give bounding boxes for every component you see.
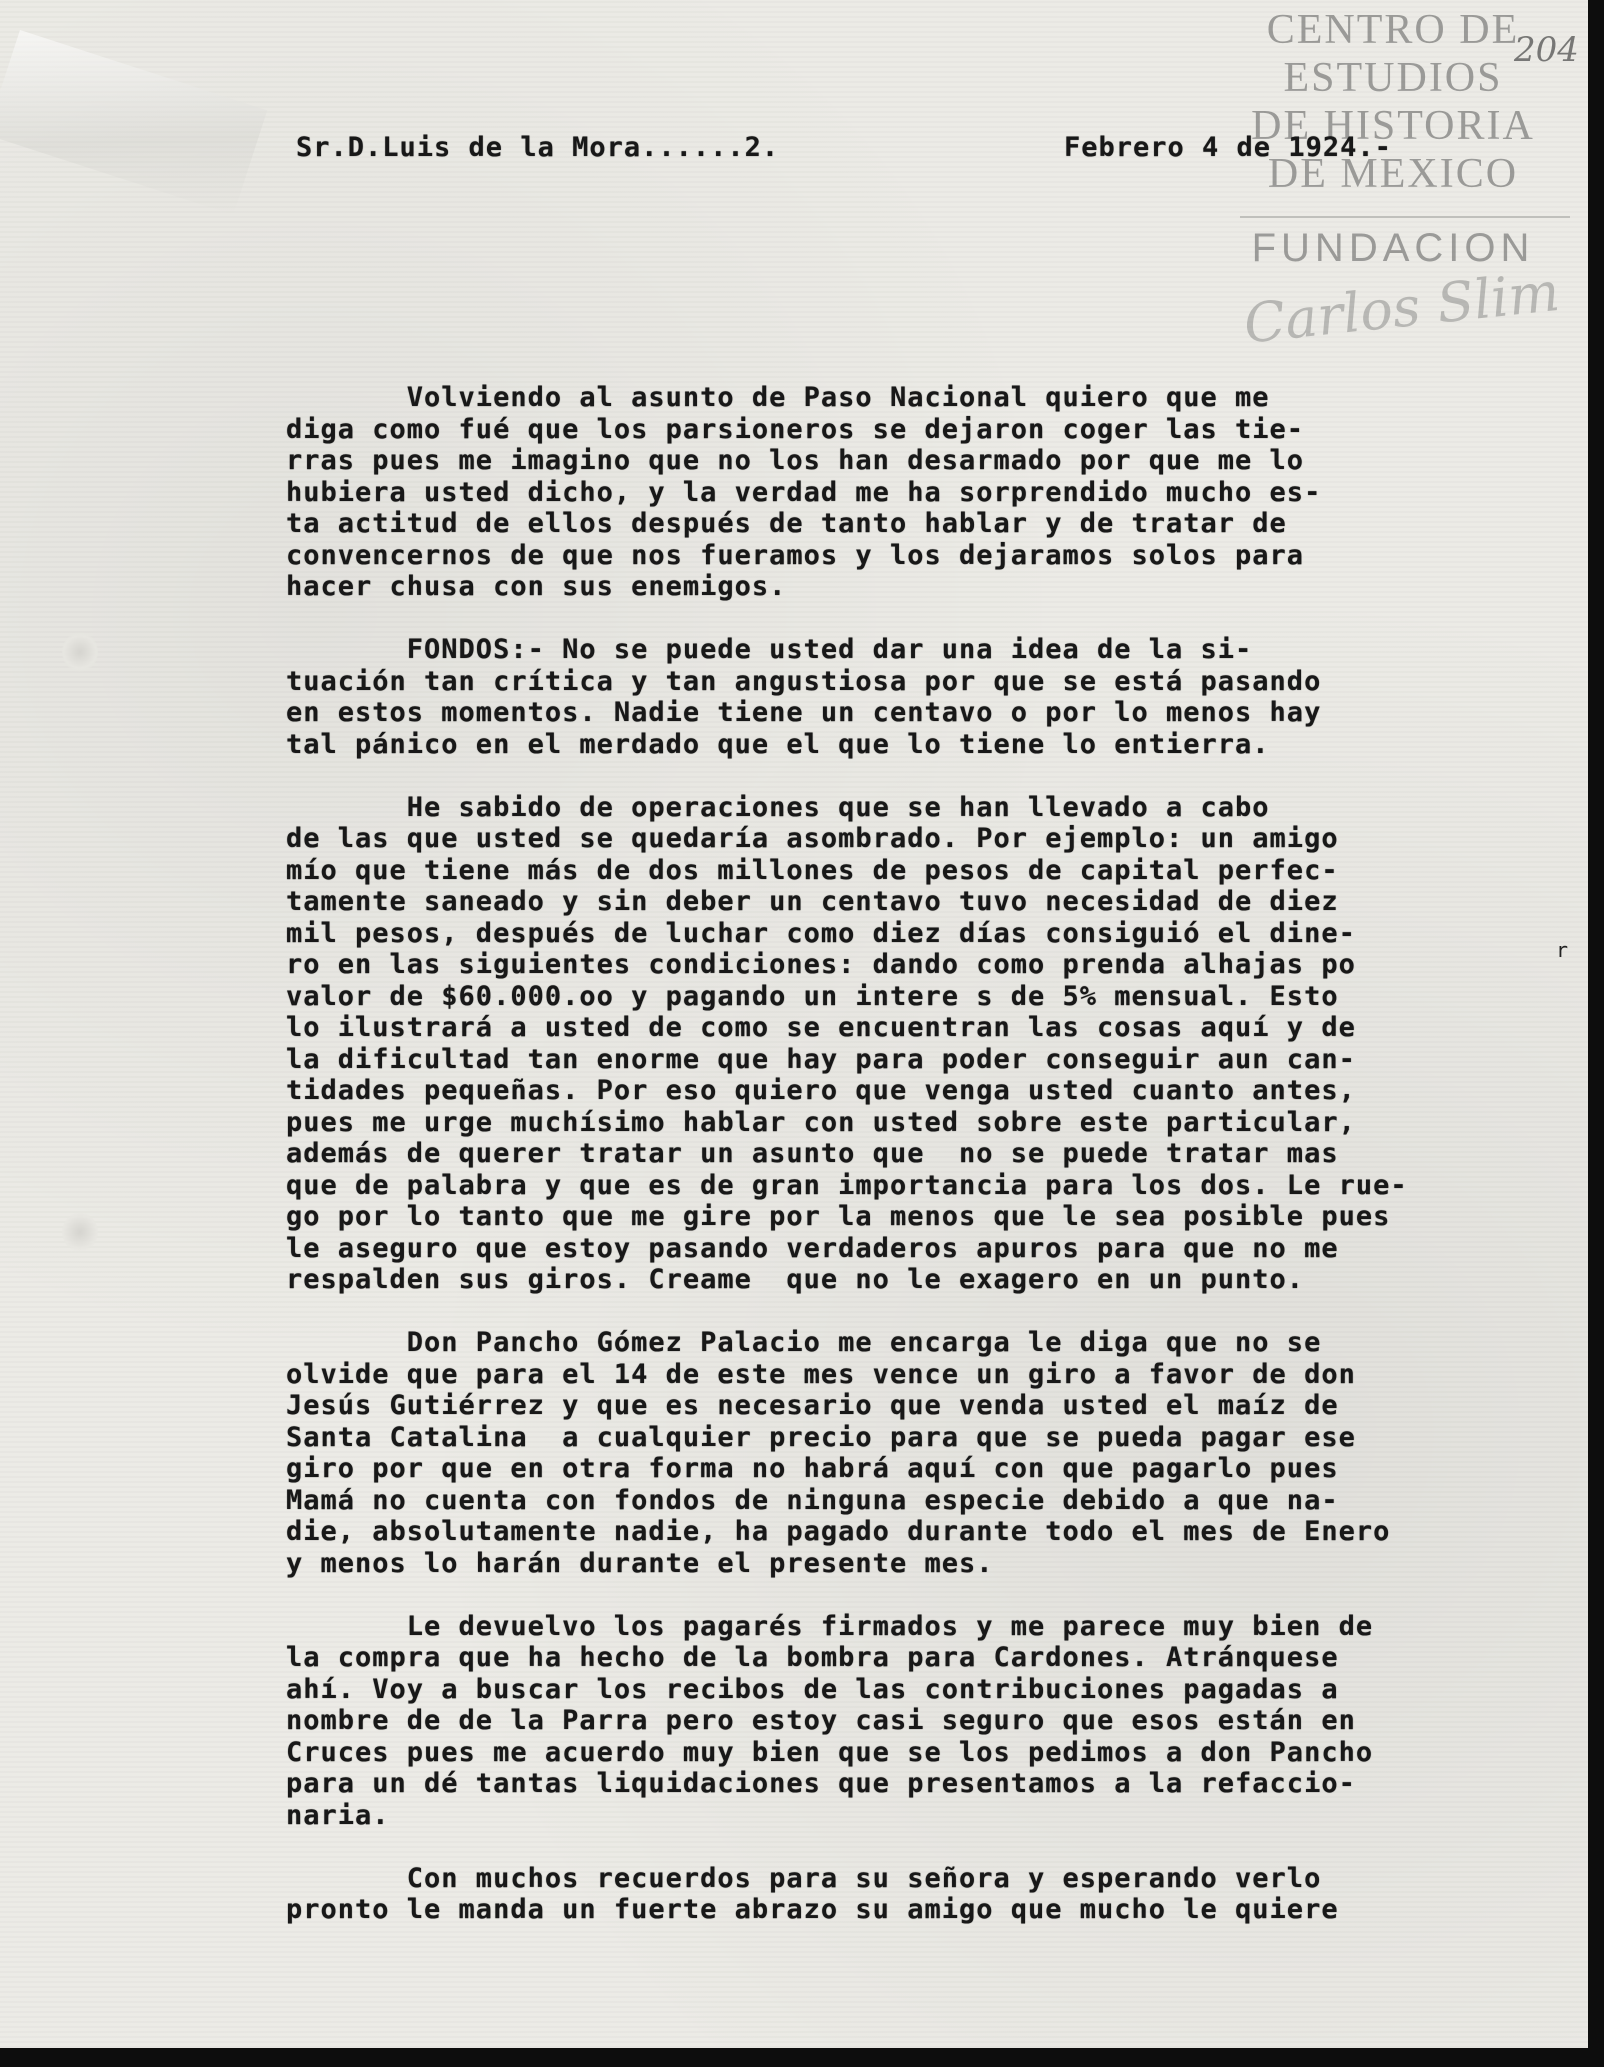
letter-line: die, absolutamente nadie, ha pagado durante todo el mes de Enero bbox=[286, 1516, 1391, 1547]
folded-corner bbox=[0, 30, 267, 215]
letter-line: la dificultad tan enorme que hay para poder conseguir aun can- bbox=[286, 1043, 1356, 1075]
letter-line: de las que usted se quedaría asombrado. Por ejemplo: un amigo bbox=[286, 823, 1339, 854]
stamp-line-2: ESTUDIOS bbox=[1283, 55, 1503, 101]
letter-line: pronto le manda un fuerte abrazo su amigo que mucho le quiere bbox=[286, 1894, 1339, 1925]
letter-line: le aseguro que estoy pasando verdaderos apuros para que no me bbox=[286, 1232, 1339, 1264]
scan-edge-bottom bbox=[0, 2048, 1604, 2067]
margin-mark: r bbox=[1556, 938, 1569, 962]
letter-line bbox=[286, 1831, 1408, 1863]
punch-hole-lower bbox=[62, 1212, 98, 1252]
letter-line: hacer chusa con sus enemigos. bbox=[286, 571, 787, 602]
letter-line: mil pesos, después de luchar como diez días consiguió el dine- bbox=[286, 917, 1356, 949]
letter-line bbox=[286, 603, 1408, 635]
letter-line: ahí. Voy a buscar los recibos de las contribuciones pagadas a bbox=[286, 1673, 1339, 1705]
stamp-foundation: FUNDACION bbox=[1240, 216, 1570, 272]
letter-line: olvide que para el 14 de este mes vence un giro a favor de don bbox=[286, 1358, 1356, 1390]
recipient-line: Sr.D.Luis de la Mora......2. bbox=[296, 132, 780, 163]
letter-line: respalden sus giros. Creame que no le exagero en un punto. bbox=[286, 1264, 1305, 1295]
letter-line: giro por que en otra forma no habrá aquí con que pagarlo pues bbox=[286, 1453, 1339, 1484]
letter-line: FONDOS:- No se puede usted dar una idea de la si- bbox=[286, 634, 1253, 665]
letter-line: tuación tan crítica y tan angustiosa por que se está pasando bbox=[286, 665, 1322, 697]
letter-line: pues me urge muchísimo hablar con usted sobre este particular, bbox=[286, 1106, 1356, 1138]
letter-line: valor de $60.000.oo y pagando un intere s de 5% mensual. Esto bbox=[286, 980, 1339, 1012]
stamp-line-3: DE HISTORIA bbox=[1251, 103, 1535, 149]
letter-line: go por lo tanto que me gire por la menos que le sea posible pues bbox=[286, 1201, 1391, 1232]
letter-line bbox=[286, 760, 1408, 792]
letter-line: que de palabra y que es de gran importancia para los dos. Le rue- bbox=[286, 1169, 1408, 1201]
letter-line: Volviendo al asunto de Paso Nacional quiero que me bbox=[286, 382, 1270, 413]
letter-line: Con muchos recuerdos para su señora y esperando verlo bbox=[286, 1862, 1322, 1894]
letter-line bbox=[286, 1579, 1408, 1611]
letter-line: rras pues me imagino que no los han desarmado por que me lo bbox=[286, 445, 1305, 476]
letter-line: hubiera usted dicho, y la verdad me ha sorprendido mucho es- bbox=[286, 476, 1322, 508]
letter-line: Le devuelvo los pagarés firmados y me parece muy bien de bbox=[286, 1610, 1374, 1642]
letter-body bbox=[286, 382, 1408, 1926]
letter-line bbox=[286, 1296, 1408, 1328]
letter-line: He sabido de operaciones que se han llevado a cabo bbox=[286, 791, 1270, 823]
letter-line: ta actitud de ellos después de tanto hablar y de tratar de bbox=[286, 508, 1287, 539]
stamp-line-4: DE MEXICO bbox=[1267, 151, 1519, 197]
letter-line: Jesús Gutiérrez y que es necesario que venda usted el maíz de bbox=[286, 1390, 1339, 1421]
letter-line: Don Pancho Gómez Palacio me encarga le diga que no se bbox=[286, 1327, 1322, 1358]
letter-line: mío que tiene más de dos millones de pesos de capital perfec- bbox=[286, 854, 1339, 886]
scan-edge-right bbox=[1588, 0, 1604, 2067]
letter-line: lo ilustrará a usted de como se encuentran las cosas aquí y de bbox=[286, 1012, 1356, 1043]
letter-line: tamente saneado y sin deber un centavo tuvo necesidad de diez bbox=[286, 886, 1339, 917]
letter-line: ro en las siguientes condiciones: dando como prenda alhajas po bbox=[286, 949, 1356, 980]
letter-line: Santa Catalina a cualquier precio para que se pueda pagar ese bbox=[286, 1421, 1356, 1453]
letter-line: Cruces pues me acuerdo muy bien que se los pedimos a don Pancho bbox=[286, 1736, 1374, 1768]
letter-line: la compra que ha hecho de la bombra para Cardones. Atránquese bbox=[286, 1642, 1339, 1673]
letter-line: nombre de de la Parra pero estoy casi seguro que esos están en bbox=[286, 1705, 1356, 1736]
letter-line: en estos momentos. Nadie tiene un centavo o por lo menos hay bbox=[286, 697, 1322, 728]
date-line: Febrero 4 de 1924.- bbox=[1064, 132, 1392, 163]
letter-line: convencernos de que nos fueramos y los dejaramos solos para bbox=[286, 539, 1305, 571]
punch-hole-upper bbox=[62, 632, 98, 672]
stamp-signature: Carlos Slim bbox=[1240, 259, 1563, 356]
stamp-line-1: CENTRO DE bbox=[1266, 7, 1520, 53]
letter-line: y menos lo harán durante el presente mes. bbox=[286, 1547, 994, 1579]
letter-line: tidades pequeñas. Por eso quiero que venga usted cuanto antes, bbox=[286, 1075, 1356, 1106]
letter-line: para un dé tantas liquidaciones que presentamos a la refaccio- bbox=[286, 1768, 1356, 1799]
letter-line: Mamá no cuenta con fondos de ninguna especie debido a que na- bbox=[286, 1484, 1339, 1516]
letter-line: naria. bbox=[286, 1799, 390, 1831]
letter-line: tal pánico en el merdado que el que lo tiene lo entierra. bbox=[286, 728, 1270, 760]
letter-line: además de querer tratar un asunto que no se puede tratar mas bbox=[286, 1138, 1339, 1169]
letter-line: diga como fué que los parsioneros se dejaron coger las tie- bbox=[286, 413, 1305, 445]
page-number: 204 bbox=[1514, 30, 1579, 70]
